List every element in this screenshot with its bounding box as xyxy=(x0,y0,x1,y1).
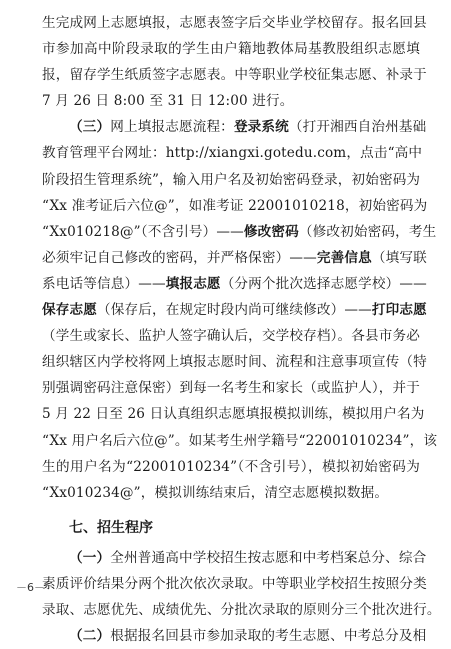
text-span: 系电话等信息）—— xyxy=(42,275,166,292)
text-line: “Xx010234@”，模拟训练结束后，清空志愿模拟数据。 xyxy=(42,484,389,501)
step-print-choices: 打印志愿 xyxy=(371,302,427,319)
section-heading: 七、招生程序 xyxy=(69,519,153,536)
paragraph-county-admission xyxy=(42,623,427,649)
text-line: 市参加高中阶段录取的学生由户籍地教体局基教股组织志愿填 xyxy=(42,41,420,58)
step-change-password: 修改密码 xyxy=(243,223,299,240)
text-line xyxy=(42,114,427,140)
text-line: 生完成网上志愿填报，志愿表签字后交毕业学校留存。报名回县 xyxy=(42,15,427,31)
step-complete-info: 完善信息 xyxy=(316,249,372,266)
paragraph-admission-overview xyxy=(42,545,441,623)
paragraph-label: （三） xyxy=(69,119,111,136)
text-span: “Xx010218@”（不含引号）—— xyxy=(42,223,244,240)
text-line xyxy=(42,271,427,297)
text-line: 5 月 22 日至 26 日认真组织志愿填报模拟训练，模拟用户名为 xyxy=(42,406,425,423)
text-line xyxy=(42,297,427,323)
text-line: 7 月 26 日 8:00 至 31 日 12:00 进行。 xyxy=(42,93,294,110)
paragraph-continued xyxy=(42,10,427,114)
text-line xyxy=(42,219,437,245)
page-number: －6－ xyxy=(16,581,45,594)
step-login: 登录系统 xyxy=(233,119,289,136)
text-line: 生的用户名为“22001010234”（不含引号），模拟初始密码为 xyxy=(42,458,420,475)
document-page xyxy=(42,10,441,649)
text-span: 全州普通高中学校招生按志愿和中考档案总分、综合 xyxy=(110,549,427,566)
text-span: （填写联 xyxy=(371,249,427,266)
text-span: 必须牢记自己修改的密码，并严格保密）—— xyxy=(42,249,317,266)
text-span: 网上填报志愿流程： xyxy=(110,119,234,136)
paragraph-label: （二） xyxy=(69,628,111,645)
text-span: （保存后，在规定时段内尚可继续修改）—— xyxy=(96,302,372,319)
text-line xyxy=(42,245,427,271)
text-span: （修改初始密码，考生 xyxy=(298,223,437,240)
paragraph-label: （一） xyxy=(69,549,111,566)
text-line: 录取、志愿优先、成绩优先、分批次录取的原则分三个批次进行。 xyxy=(42,602,441,619)
text-line xyxy=(42,545,427,571)
text-line: “Xx 准考证后六位@”，如准考证 22001010218，初始密码为 xyxy=(42,197,428,214)
text-line: 别强调密码注意保密）到每一名考生和家长（或监护人），并于 xyxy=(42,380,421,397)
text-line: 素质评价结果分两个批次依次录取。中等职业学校招生按照分类 xyxy=(42,575,427,592)
step-fill-choices: 填报志愿 xyxy=(165,275,221,292)
paragraph-registration-process xyxy=(42,114,438,505)
text-line: 报，留存学生纸质签字志愿表。中等职业学校征集志愿、补录于 xyxy=(42,67,427,84)
text-line: 组织辖区内学校将网上填报志愿时间、流程和注意事项宣传（特 xyxy=(42,354,427,371)
text-line xyxy=(42,623,427,649)
text-span: 根据报名回县市参加录取的考生志愿、中考总分及相 xyxy=(110,628,427,645)
text-span: （分两个批次选择志愿学校）—— xyxy=(220,275,427,292)
text-line: 阶段招生管理系统”，输入用户名及初始密码登录，初始密码为 xyxy=(42,171,421,188)
text-line: 教育管理平台网址：http://xiangxi.gotedu.com，点击“高中 xyxy=(42,145,423,162)
text-line: “Xx 用户名后六位@”。如某考生州学籍号“22001010234”，该 xyxy=(42,432,438,449)
text-span: （打开湘西自治州基础 xyxy=(288,119,427,136)
text-line: （学生或家长、监护人签字确认后，交学校存档）。各县市务必 xyxy=(42,328,421,345)
step-save-choices: 保存志愿 xyxy=(42,302,97,319)
